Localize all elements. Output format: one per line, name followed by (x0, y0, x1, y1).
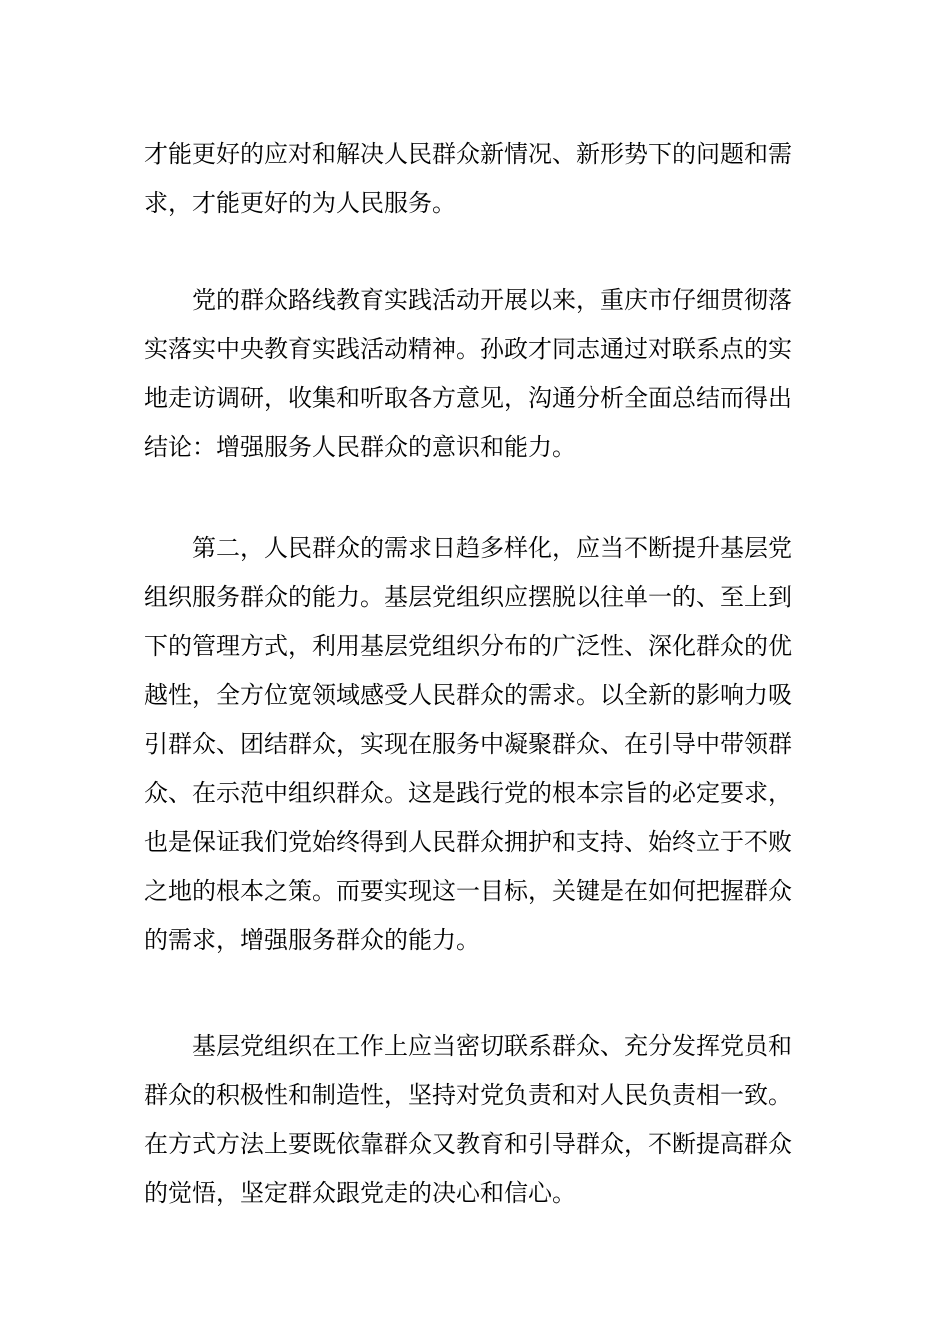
paragraph-1 (144, 130, 806, 228)
paragraph-3 (144, 524, 806, 965)
paragraph-line: 第二，人民群众的需求日趋多样化，应当不断提升基层党 (192, 534, 792, 562)
paragraph-line: 基层党组织在工作上应当密切联系群众、充分发挥党员和 (192, 1032, 792, 1060)
paragraph-2 (144, 276, 806, 472)
paragraph-line: 下的管理方式，利用基层党组织分布的广泛性、深化群众的优 (144, 632, 792, 660)
paragraph-line: 求，才能更好的为人民服务。 (144, 189, 456, 217)
paragraph-line: 地走访调研，收集和听取各方意见，沟通分析全面总结而得出 (144, 384, 792, 412)
paragraph-line: 的觉悟，坚定群众跟党走的决心和信心。 (144, 1179, 576, 1207)
paragraph-line: 才能更好的应对和解决人民群众新情况、新形势下的问题和需 (144, 140, 792, 168)
paragraph-line: 结论：增强服务人民群众的意识和能力。 (144, 433, 576, 461)
paragraph-line: 的需求，增强服务群众的能力。 (144, 926, 480, 954)
paragraph-line: 组织服务群众的能力。基层党组织应摆脱以往单一的、至上到 (144, 583, 792, 611)
paragraph-line: 之地的根本之策。而要实现这一目标，关键是在如何把握群众 (144, 877, 792, 905)
paragraph-line: 实落实中央教育实践活动精神。孙政才同志通过对联系点的实 (144, 335, 792, 363)
paragraph-line: 越性，全方位宽领域感受人民群众的需求。以全新的影响力吸 (144, 681, 792, 709)
paragraph-line: 党的群众路线教育实践活动开展以来，重庆市仔细贯彻落 (192, 286, 792, 314)
paragraph-line: 群众的积极性和制造性，坚持对党负责和对人民负责相一致。 (144, 1081, 792, 1109)
paragraph-line: 也是保证我们党始终得到人民群众拥护和支持、始终立于不败 (144, 828, 792, 856)
paragraph-line: 在方式方法上要既依靠群众又教育和引导群众，不断提高群众 (144, 1130, 792, 1158)
paragraph-line: 众、在示范中组织群众。这是践行党的根本宗旨的必定要求， (144, 779, 792, 807)
paragraph-4 (144, 1022, 806, 1218)
paragraph-line: 引群众、团结群众，实现在服务中凝聚群众、在引导中带领群 (144, 730, 792, 758)
